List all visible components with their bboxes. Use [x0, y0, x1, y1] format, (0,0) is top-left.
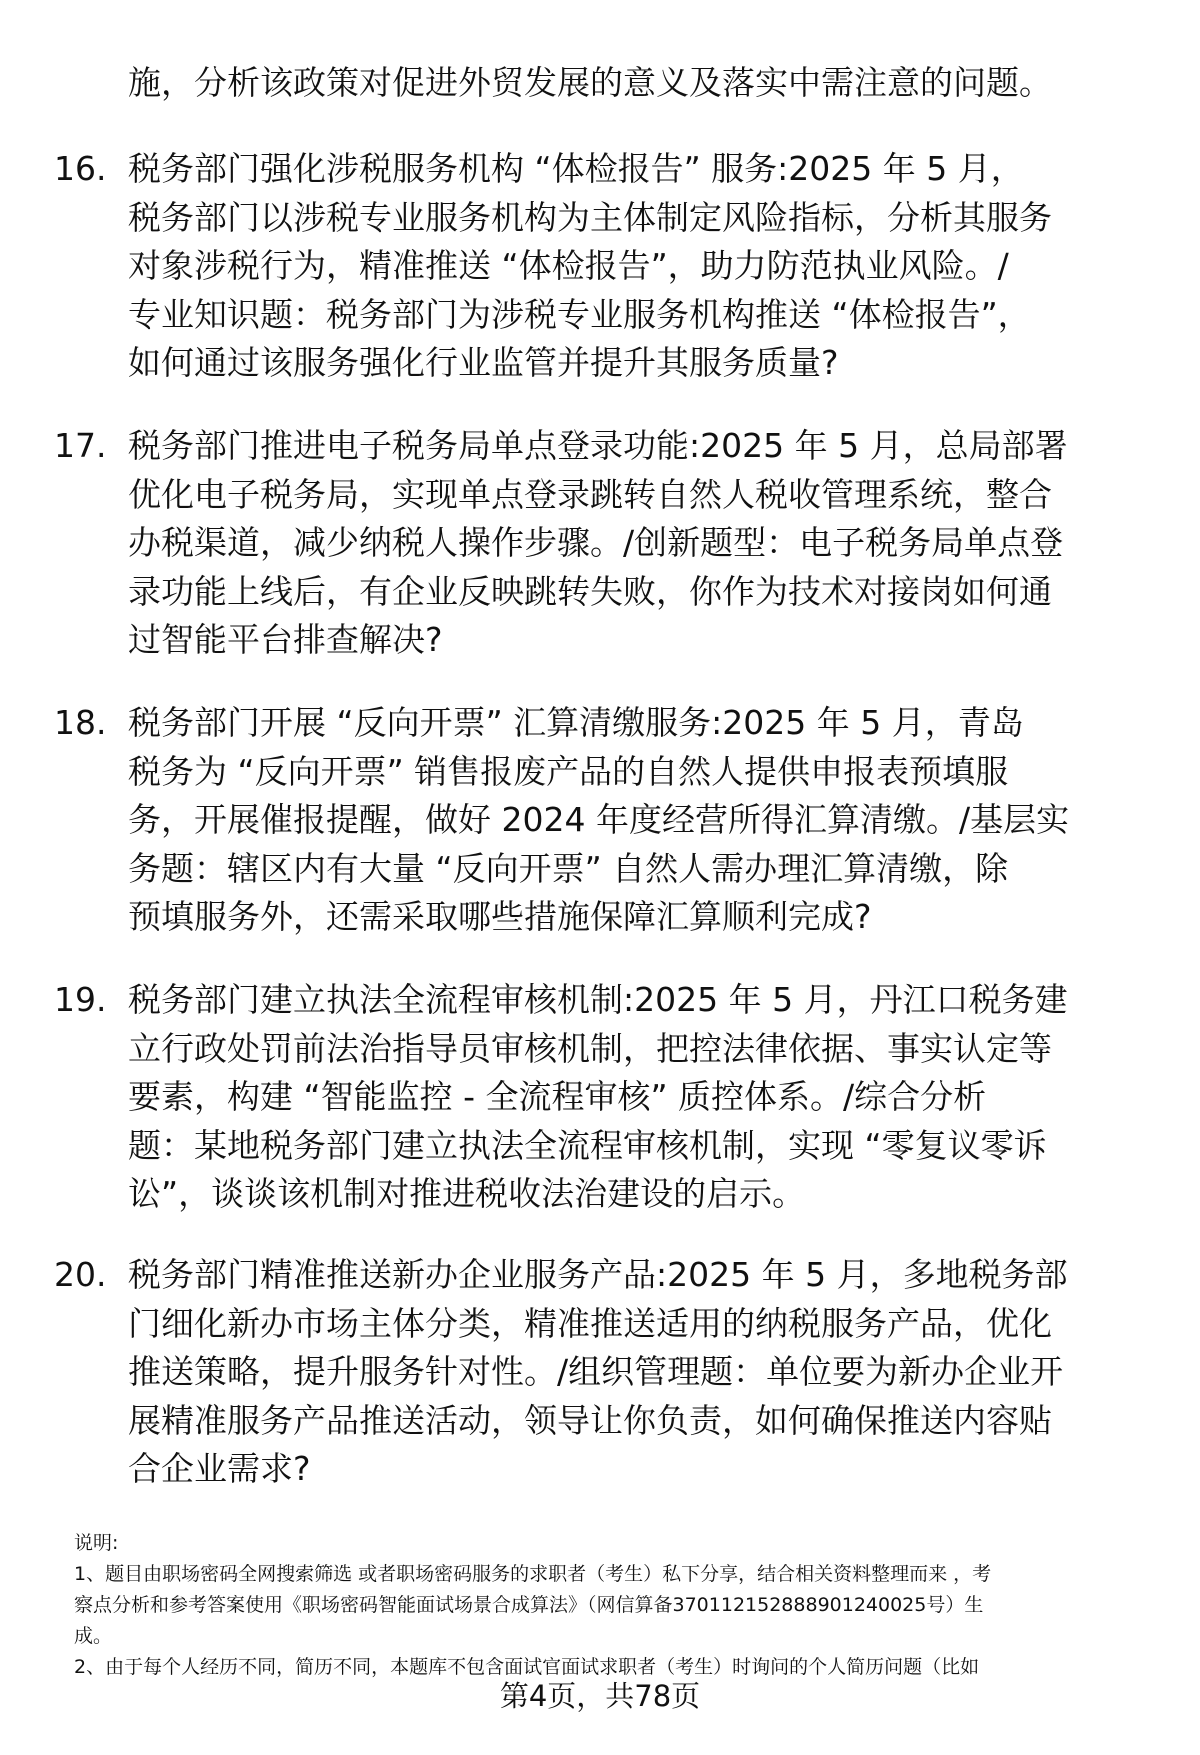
question-text-line: 讼”，谈谈该机制对推进税收法治建设的启示。: [128, 1174, 806, 1213]
question-number: 17.: [54, 426, 107, 465]
question-text-line: 税务部门开展 “反向开票” 汇算清缴服务:2025 年 5 月，青岛: [128, 703, 1024, 742]
question-text-line: 合企业需求?: [128, 1449, 311, 1488]
page-number: 第4页，共78页: [499, 1679, 701, 1713]
paragraph-line: 施，分析该政策对促进外贸发展的意义及落实中需注意的问题。: [128, 63, 1052, 102]
question-text-line: 过智能平台排查解决?: [128, 620, 443, 659]
question-text-line: 录功能上线后，有企业反映跳转失败，你作为技术对接岗如何通: [128, 571, 1052, 611]
question-text-line: 税务部门以涉税专业服务机构为主体制定风险指标，分析其服务: [128, 197, 1052, 237]
question-text-line: 务题：辖区内有大量 “反向开票” 自然人需办理汇算清缴，除: [128, 848, 1009, 888]
question-text-line: 税务部门精准推送新办企业服务产品:2025 年 5 月，多地税务部: [128, 1255, 1068, 1294]
question-text-line: 办税渠道，减少纳税人操作步骤。/创新题型：电子税务局单点登: [128, 523, 1064, 562]
question-text-line: 如何通过该服务强化行业监管并提升其服务质量?: [128, 343, 839, 382]
question-number: 18.: [54, 703, 107, 742]
question-text-line: 税务部门建立执法全流程审核机制:2025 年 5 月，丹江口税务建: [128, 980, 1068, 1019]
question-text-line: 务，开展催报提醒，做好 2024 年度经营所得汇算清缴。/基层实: [128, 800, 1070, 839]
question-text-line: 预填服务外，还需采取哪些措施保障汇算顺利完成?: [128, 897, 872, 936]
question-text-line: 推送策略，提升服务针对性。/组织管理题：单位要为新办企业开: [128, 1352, 1064, 1391]
question-number: 16.: [54, 149, 107, 188]
question-text-line: 对象涉税行为，精准推送 “体检报告”，助力防范执业风险。/: [128, 246, 1009, 285]
question-text-line: 要素，构建 “智能监控 - 全流程审核” 质控体系。/综合分析: [128, 1077, 987, 1116]
question-number: 20.: [54, 1255, 107, 1294]
notes-line: 察点分析和参考答案使用《职场密码智能面试场景合成算法》（网信算备370112152888901240025号）生: [74, 1594, 984, 1616]
question-text-line: 门细化新办市场主体分类，精准推送适用的纳税服务产品，优化: [128, 1303, 1052, 1343]
question-text-line: 税务部门强化涉税服务机构 “体检报告” 服务:2025 年 5 月，: [128, 149, 1024, 188]
question-text-line: 税务部门推进电子税务局单点登录功能:2025 年 5 月，总局部署: [128, 426, 1068, 465]
question-text-line: 立行政处罚前法治指导员审核机制，把控法律依据、事实认定等: [128, 1028, 1052, 1068]
notes-line: 2、由于每个人经历不同，简历不同，本题库不包含面试官面试求职者（考生）时询问的个人简历问题（比如: [74, 1656, 980, 1678]
notes-title: 说明:: [74, 1532, 119, 1554]
question-text-line: 展精准服务产品推送活动，领导让你负责，如何确保推送内容贴: [128, 1400, 1052, 1440]
question-text-line: 专业知识题：税务部门为涉税专业服务机构推送 “体检报告”，: [128, 294, 1031, 334]
question-text-line: 税务为 “反向开票” 销售报废产品的自然人提供申报表预填服: [128, 751, 1009, 791]
question-text-line: 题：某地税务部门建立执法全流程审核机制，实现 “零复议零诉: [128, 1125, 1047, 1165]
question-text-line: 优化电子税务局，实现单点登录跳转自然人税收管理系统，整合: [128, 474, 1052, 514]
question-number: 19.: [54, 980, 107, 1019]
notes-line: 1、题目由职场密码全网搜索筛选 或者职场密码服务的求职者（考生）私下分享，结合相关资料整理而来 ，考: [74, 1563, 992, 1585]
notes-line: 成。: [74, 1625, 113, 1647]
